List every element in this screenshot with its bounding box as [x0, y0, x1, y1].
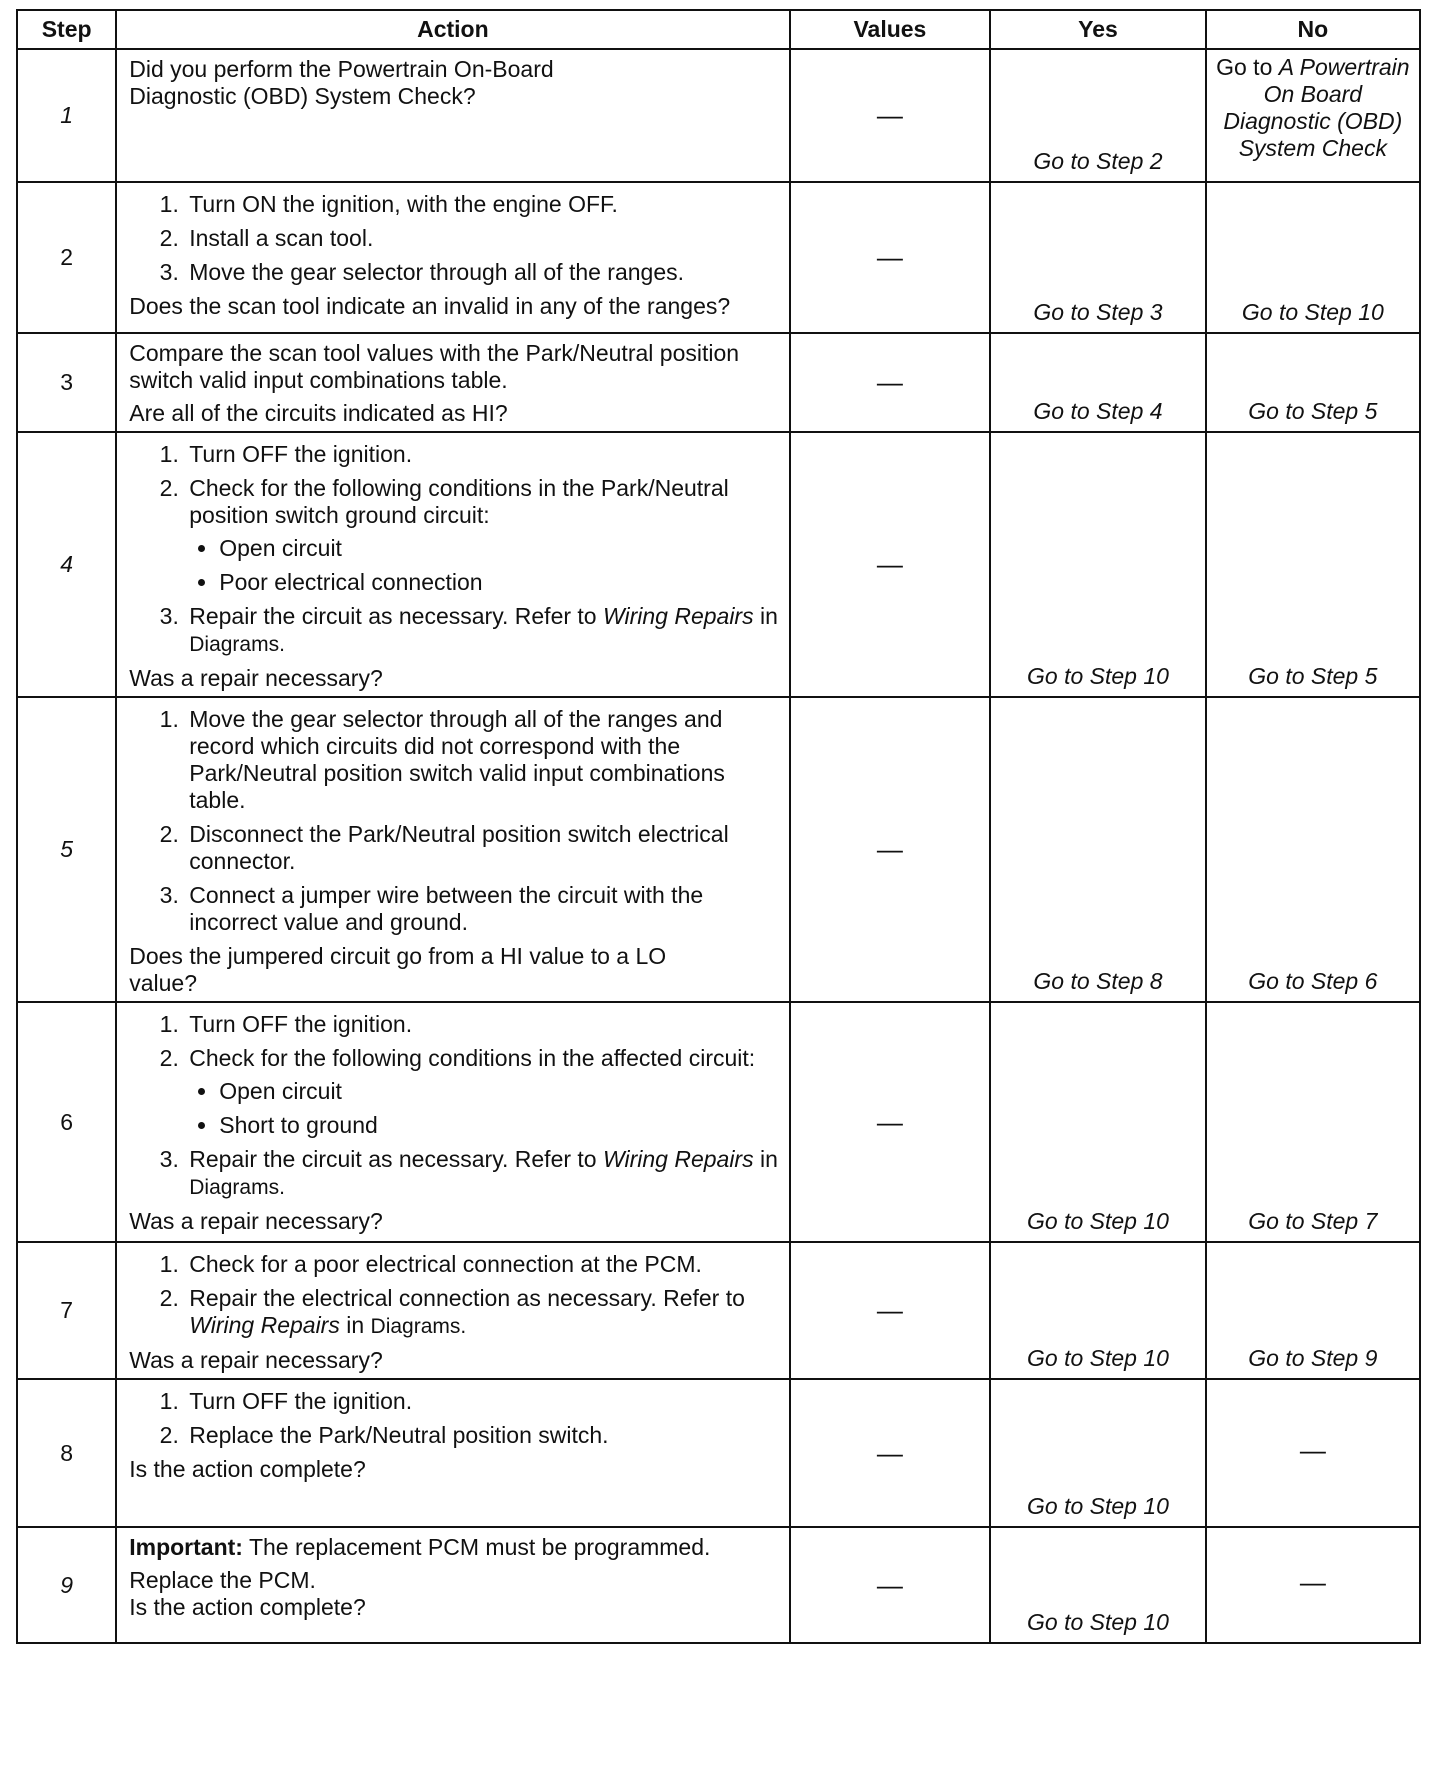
step-number: 7	[17, 1242, 116, 1379]
action-item	[185, 1045, 778, 1139]
action-item: 2. Install a scan tool.	[185, 225, 778, 252]
step-number: 4	[17, 432, 116, 697]
step-number: 2	[17, 182, 116, 333]
action-list	[129, 191, 778, 286]
wiring-repairs-link[interactable]: Wiring Repairs	[189, 1312, 340, 1338]
action-item: 1. Turn OFF the ignition.	[185, 441, 778, 468]
header-step: Step	[17, 10, 116, 49]
action-item: 3. Repair the circuit as necessary. Refer to Wiring Repairs in Diagrams.	[185, 1146, 778, 1201]
yes-link[interactable]: Go to Step 8	[990, 697, 1205, 1002]
action-text: Compare the scan tool values with the Park/Neutral position switch valid input combinations table.	[129, 340, 740, 393]
action-item: 1. Move the gear selector through all of the ranges and record which circuits did not correspond with the Park/Neutral position switch valid input combinations table.	[185, 706, 778, 814]
step-row-2	[17, 182, 1420, 333]
step-row-3	[17, 333, 1420, 432]
yes-link[interactable]: Go to Step 10	[990, 1379, 1205, 1527]
question: Did you perform the Powertrain On-Board Diagnostic (OBD) System Check?	[129, 56, 554, 109]
header-yes: Yes	[990, 10, 1205, 49]
diagnostic-table	[16, 9, 1421, 1644]
no-link[interactable]: Go to Step 5	[1206, 432, 1420, 697]
condition-list	[189, 535, 778, 596]
values-cell: —	[790, 1527, 991, 1643]
action-item	[185, 475, 778, 596]
values-cell: —	[790, 432, 991, 697]
action-cell	[116, 49, 789, 182]
action-list	[129, 1388, 778, 1449]
yes-link[interactable]: Go to Step 10	[990, 1527, 1205, 1643]
action-item: 3. Repair the circuit as necessary. Refer to Wiring Repairs in Diagrams.	[185, 603, 778, 658]
condition-item: • Open circuit	[219, 1078, 778, 1105]
action-cell	[116, 1527, 789, 1643]
action-cell	[116, 333, 789, 432]
condition-item: • Open circuit	[219, 535, 778, 562]
values-cell: —	[790, 49, 991, 182]
action-item-text: Check for the following conditions in the affected circuit:	[189, 1045, 756, 1071]
action-cell	[116, 1379, 789, 1527]
header-row	[17, 10, 1420, 49]
question: Was a repair necessary?	[129, 665, 383, 691]
question: Does the scan tool indicate an invalid in any of the ranges?	[129, 293, 731, 319]
no-link[interactable]: Go to Step 7	[1206, 1002, 1420, 1242]
no-cell: —	[1206, 1527, 1420, 1643]
action-item: 2. Replace the Park/Neutral position switch.	[185, 1422, 778, 1449]
action-list	[129, 441, 778, 658]
yes-link[interactable]: Go to Step 10	[990, 1002, 1205, 1242]
header-values: Values	[790, 10, 991, 49]
step-row-1	[17, 49, 1420, 182]
question: Is the action complete?	[129, 1594, 366, 1620]
values-cell: —	[790, 333, 991, 432]
no-cell: —	[1206, 1379, 1420, 1527]
important-text: The replacement PCM must be programmed.	[248, 1534, 711, 1560]
values-cell: —	[790, 182, 991, 333]
action-cell	[116, 697, 789, 1002]
no-link[interactable]: Go to Step 9	[1206, 1242, 1420, 1379]
header-no: No	[1206, 10, 1420, 49]
action-item-text: Check for the following conditions in the Park/Neutral position switch ground circuit:	[189, 475, 729, 528]
yes-link[interactable]: Go to Step 4	[990, 333, 1205, 432]
step-row-8	[17, 1379, 1420, 1527]
step-row-9	[17, 1527, 1420, 1643]
action-cell	[116, 1002, 789, 1242]
no-link[interactable]: Go to Step 6	[1206, 697, 1420, 1002]
question: Was a repair necessary?	[129, 1208, 383, 1234]
action-list	[129, 1251, 778, 1340]
header-action: Action	[116, 10, 789, 49]
step-number: 3	[17, 333, 116, 432]
action-cell	[116, 1242, 789, 1379]
action-cell	[116, 182, 789, 333]
action-item: 2. Disconnect the Park/Neutral position switch electrical connector.	[185, 821, 778, 875]
values-cell: —	[790, 697, 991, 1002]
yes-link[interactable]: Go to Step 3	[990, 182, 1205, 333]
values-cell: —	[790, 1379, 991, 1527]
step-number: 8	[17, 1379, 116, 1527]
important-note	[129, 1534, 778, 1561]
action-item: 1. Turn ON the ignition, with the engine OFF.	[185, 191, 778, 218]
question: Is the action complete?	[129, 1456, 366, 1482]
yes-link[interactable]: Go to Step 10	[990, 1242, 1205, 1379]
question: Was a repair necessary?	[129, 1347, 383, 1373]
action-item: 1. Turn OFF the ignition.	[185, 1011, 778, 1038]
step-number: 6	[17, 1002, 116, 1242]
step-number: 9	[17, 1527, 116, 1643]
action-item: 1. Turn OFF the ignition.	[185, 1388, 778, 1415]
action-item: 3. Connect a jumper wire between the circuit with the incorrect value and ground.	[185, 882, 778, 936]
condition-item: • Poor electrical connection	[219, 569, 778, 596]
step-row-7	[17, 1242, 1420, 1379]
values-cell: —	[790, 1002, 991, 1242]
condition-list	[189, 1078, 778, 1139]
action-item: 2. Repair the electrical connection as necessary. Refer to Wiring Repairs in Diagrams.	[185, 1285, 778, 1340]
question: Does the jumpered circuit go from a HI value to a LO value?	[129, 943, 667, 996]
values-cell: —	[790, 1242, 991, 1379]
yes-link[interactable]: Go to Step 10	[990, 432, 1205, 697]
wiring-repairs-link[interactable]: Wiring Repairs	[602, 1146, 754, 1172]
yes-link[interactable]: Go to Step 2	[990, 49, 1205, 182]
question: Are all of the circuits indicated as HI?	[129, 400, 508, 426]
no-link[interactable]	[1206, 49, 1420, 182]
no-link[interactable]: Go to Step 10	[1206, 182, 1420, 333]
step-row-5	[17, 697, 1420, 1002]
step-row-6	[17, 1002, 1420, 1242]
action-cell	[116, 432, 789, 697]
wiring-repairs-link[interactable]: Wiring Repairs	[602, 603, 754, 629]
important-label: Important:	[129, 1534, 243, 1560]
condition-item: • Short to ground	[219, 1112, 778, 1139]
action-list	[129, 706, 778, 936]
action-item: 3. Move the gear selector through all of the ranges.	[185, 259, 778, 286]
action-list	[129, 1011, 778, 1201]
step-number: 1	[17, 49, 116, 182]
no-target: A Powertrain On Board Diagnostic (OBD) System Check	[1223, 54, 1410, 161]
no-prefix: Go to	[1216, 54, 1273, 80]
step-number: 5	[17, 697, 116, 1002]
step-row-4	[17, 432, 1420, 697]
action-text: Replace the PCM.	[129, 1567, 316, 1593]
no-link[interactable]: Go to Step 5	[1206, 333, 1420, 432]
action-item: 1. Check for a poor electrical connection at the PCM.	[185, 1251, 778, 1278]
